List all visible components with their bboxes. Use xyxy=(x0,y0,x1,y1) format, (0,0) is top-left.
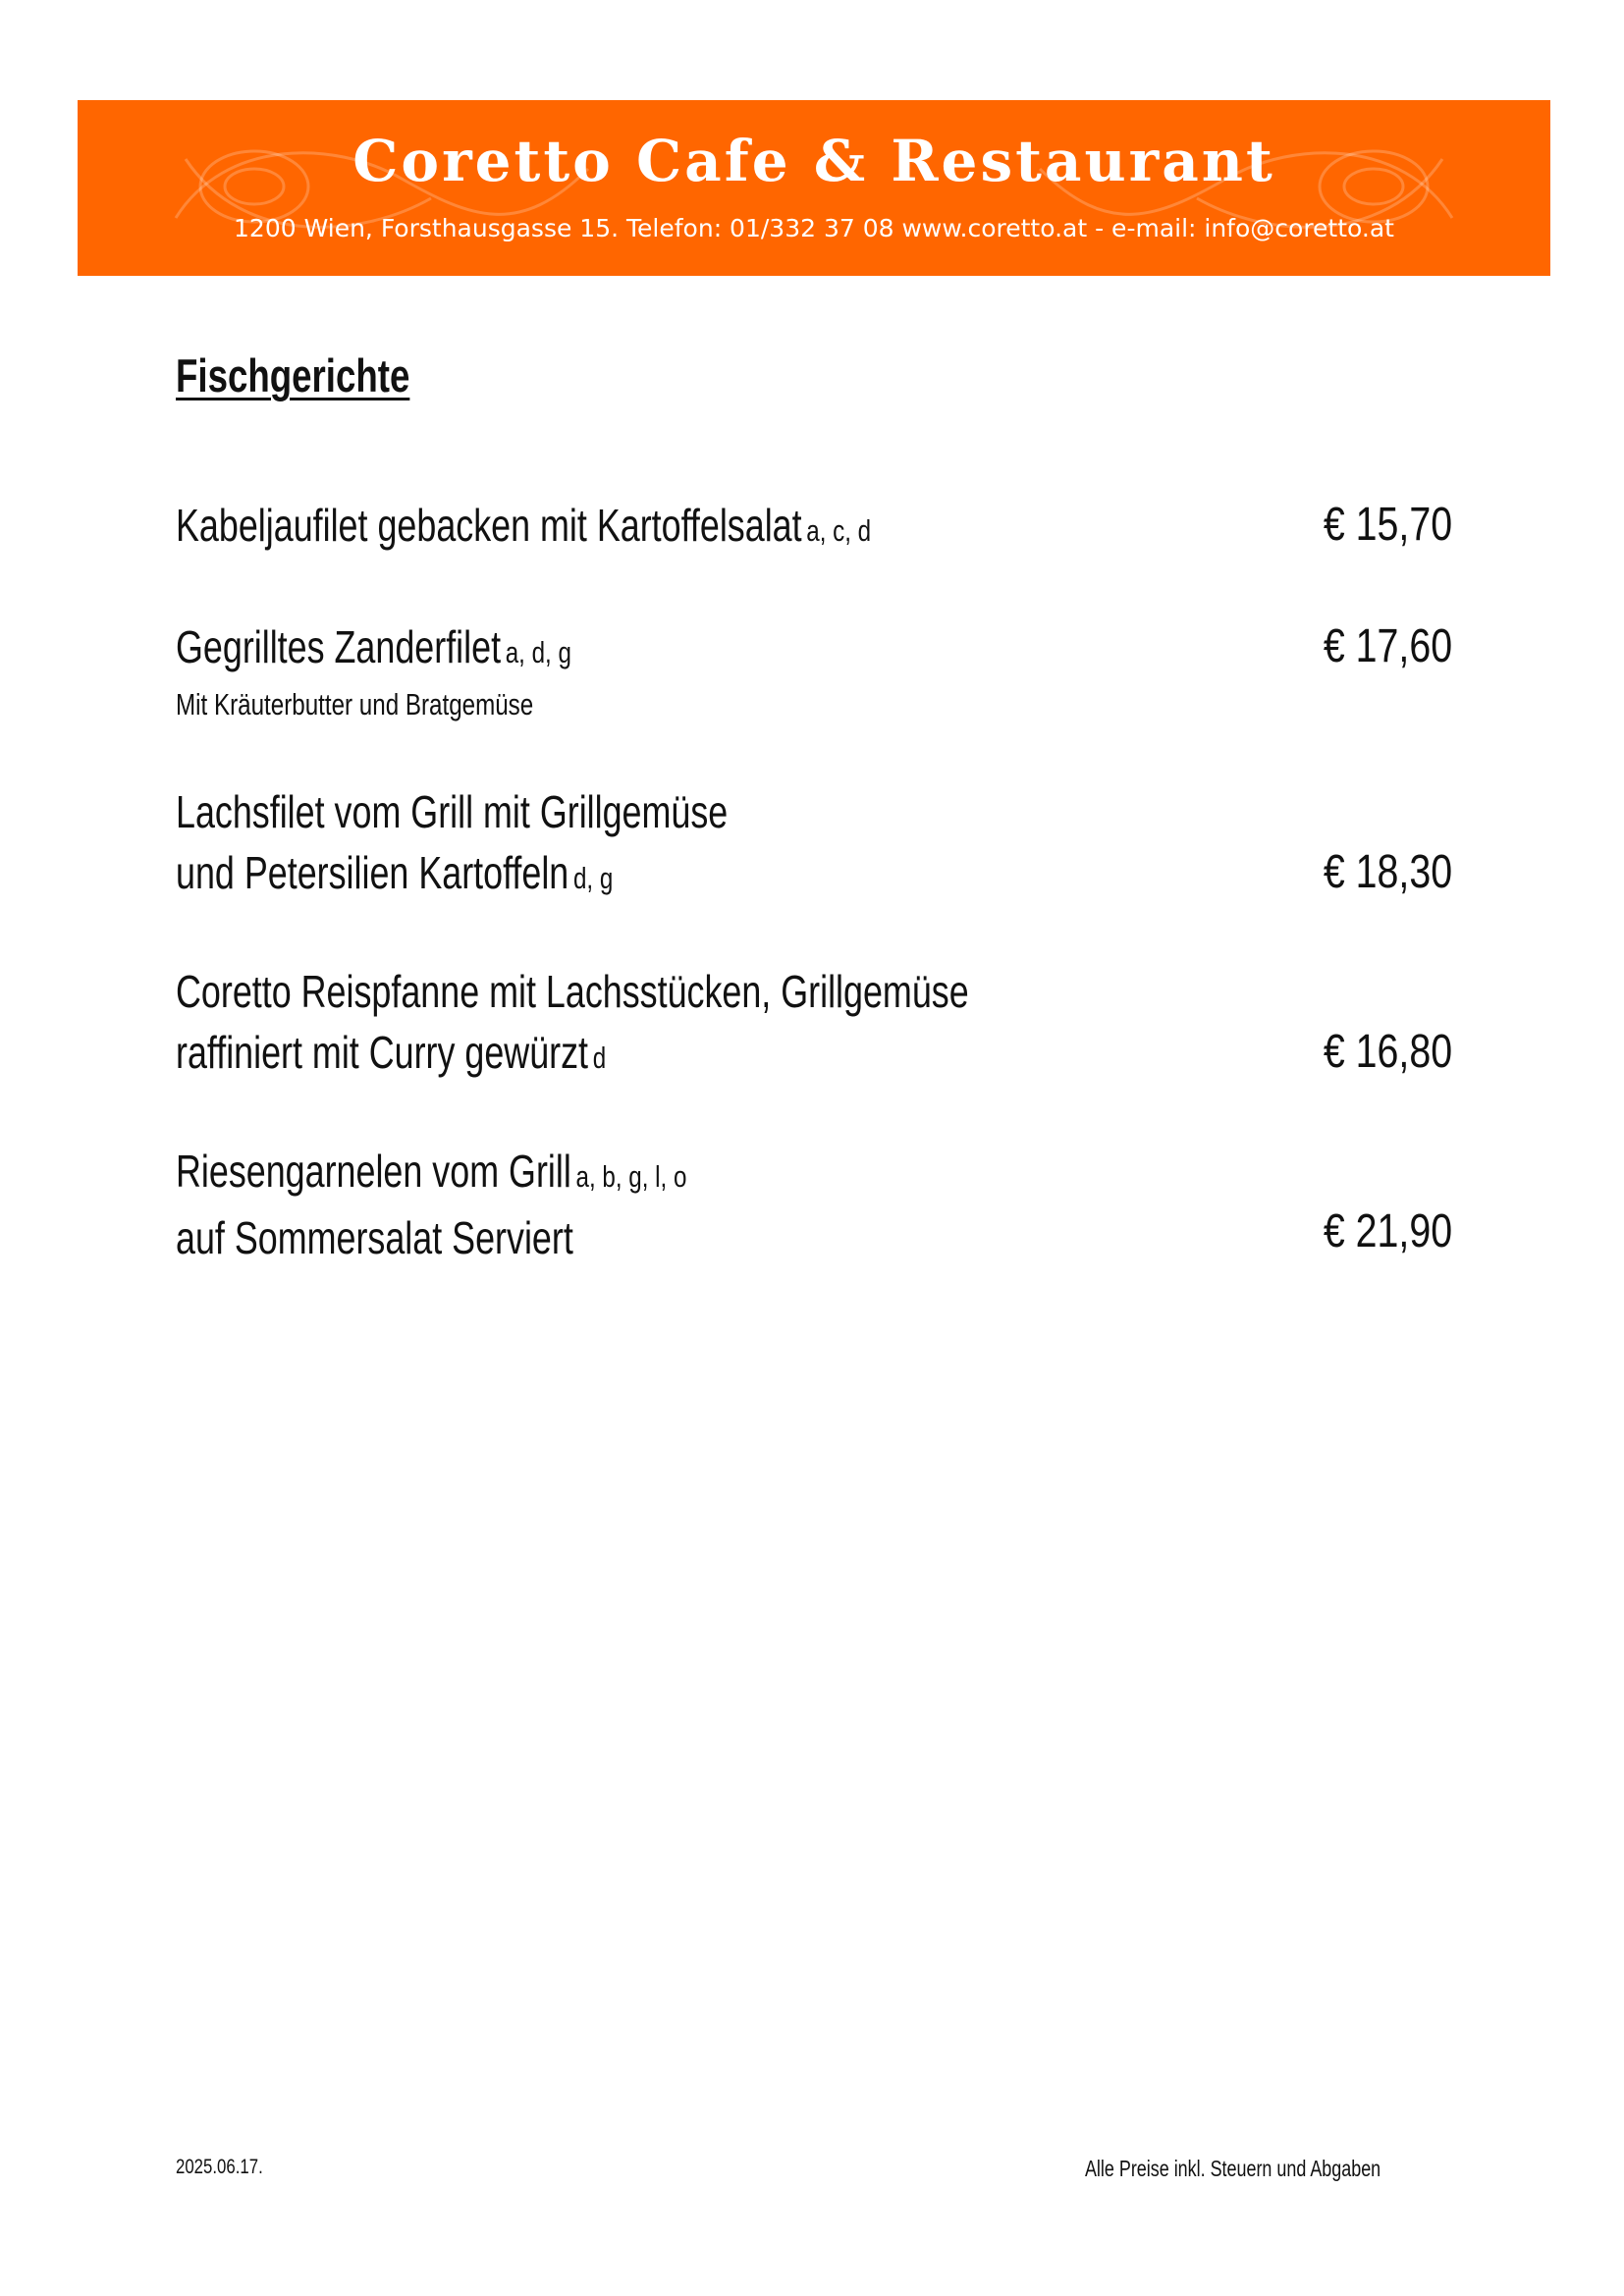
menu-item xyxy=(176,616,1452,724)
section-heading: Fischgerichte xyxy=(176,349,410,401)
dish-price: € 15,70 xyxy=(1323,499,1452,551)
dish-price: € 21,90 xyxy=(1323,1205,1452,1257)
dish-name-continued: und Petersilien Kartoffeln xyxy=(176,847,569,898)
dish-price: € 17,60 xyxy=(1323,620,1452,672)
dish-description: Mit Kräuterbutter und Bratgemüse xyxy=(176,687,534,721)
footer-price-note: Alle Preise inkl. Steuern und Abgaben xyxy=(1084,2156,1380,2181)
dish-name: Riesengarnelen vom Grill xyxy=(176,1146,571,1197)
allergen-codes: a, b, g, l, o xyxy=(575,1159,687,1194)
dish-price: € 16,80 xyxy=(1323,1026,1452,1078)
header-banner xyxy=(78,100,1550,276)
dish-name-continued: raffiniert mit Curry gewürzt xyxy=(176,1027,589,1078)
menu-item xyxy=(176,495,1452,561)
dish-price: € 18,30 xyxy=(1323,846,1452,898)
dish-name: Gegrilltes Zanderfilet xyxy=(176,621,502,672)
menu-item xyxy=(176,781,1452,909)
dish-name: Coretto Reispfanne mit Lachsstücken, Grillgemüse xyxy=(176,966,969,1017)
allergen-codes: d xyxy=(592,1041,607,1075)
allergen-codes: a, d, g xyxy=(505,635,571,669)
restaurant-name: Coretto Cafe & Restaurant xyxy=(352,128,1275,194)
dish-name-continued: auf Sommersalat Serviert xyxy=(176,1212,573,1263)
allergen-codes: d, g xyxy=(572,861,614,895)
menu-item xyxy=(176,1141,1452,1268)
allergen-codes: a, c, d xyxy=(806,513,872,548)
restaurant-contact-info: 1200 Wien, Forsthausgasse 15. Telefon: 01/332 37 08 www.coretto.at - e-mail: info@coretto.at xyxy=(234,214,1394,242)
dish-name: Lachsfilet vom Grill mit Grillgemüse xyxy=(176,786,729,837)
dish-name: Kabeljaufilet gebacken mit Kartoffelsalat xyxy=(176,500,802,551)
footer-date: 2025.06.17. xyxy=(176,2156,263,2178)
menu-item xyxy=(176,961,1452,1089)
